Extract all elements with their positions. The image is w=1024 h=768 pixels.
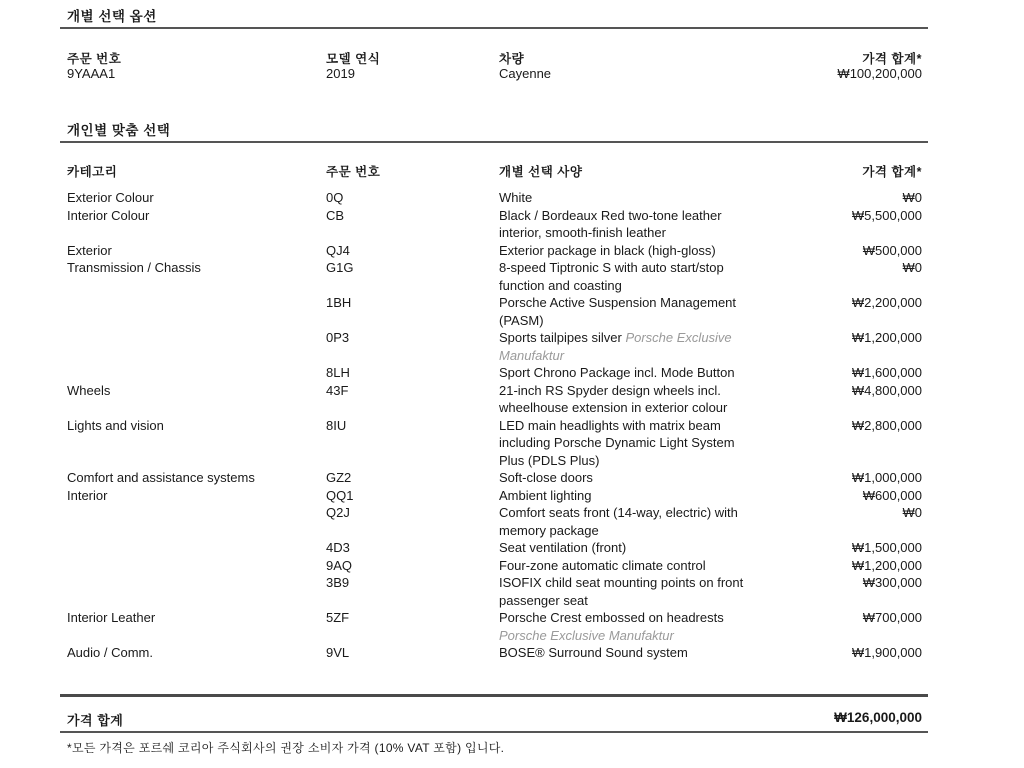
divider	[60, 731, 928, 733]
option-category: Audio / Comm.	[67, 645, 153, 660]
option-price: ₩600,000	[862, 487, 922, 503]
summary-vehicle: Cayenne	[499, 66, 552, 81]
option-category: Exterior	[67, 242, 112, 258]
option-price: ₩2,800,000	[851, 417, 922, 433]
option-description-text: Sports tailpipes silver	[499, 330, 622, 345]
option-category: Transmission / Chassis	[67, 260, 201, 275]
divider	[60, 694, 928, 697]
option-description-line-wrap	[499, 609, 799, 627]
summary-model-year: 2019	[326, 66, 355, 81]
option-description	[499, 574, 799, 609]
option-price: ₩4,800,000	[851, 382, 922, 398]
option-price: ₩0	[902, 505, 922, 520]
option-description-line: Exterior package in black (high-gloss)	[499, 242, 716, 258]
summary-total-price: ₩100,200,000	[837, 66, 922, 81]
option-description-line: memory package	[499, 522, 599, 538]
option-description-line-wrap	[499, 329, 779, 364]
option-description-text: Porsche Crest embossed on headrests	[499, 610, 724, 625]
option-description	[499, 539, 799, 557]
option-description-line: 21-inch RS Spyder design wheels incl.	[499, 382, 721, 398]
option-description-line: 8-speed Tiptronic S with auto start/stop	[499, 260, 724, 275]
option-description-line: Sport Chrono Package incl. Mode Button	[499, 365, 735, 380]
option-description	[499, 207, 799, 242]
option-description-line: Soft-close doors	[499, 470, 593, 485]
option-description	[499, 242, 799, 260]
option-code: 4D3	[326, 540, 350, 555]
option-code: CB	[326, 207, 345, 223]
table-header-option: 개별 선택 사양	[499, 165, 583, 179]
option-description	[499, 259, 799, 294]
option-description	[499, 557, 799, 575]
option-code: 3B9	[326, 575, 350, 590]
option-price: ₩500,000	[862, 242, 922, 258]
option-description	[499, 487, 799, 505]
option-price: ₩300,000	[862, 575, 922, 590]
option-description-line: ISOFIX child seat mounting points on front	[499, 575, 744, 590]
option-price: ₩1,900,000	[851, 645, 922, 660]
footnote: *모든 가격은 포르쉐 코리아 주식회사의 권장 소비자 가격 (10% VAT 포함) 입니다.	[67, 741, 505, 755]
option-description-line: wheelhouse extension in exterior colour	[499, 400, 728, 415]
summary-header-order-number: 주문 번호	[67, 52, 122, 66]
option-category: Interior Colour	[67, 207, 150, 223]
total-value: ₩126,000,000	[834, 710, 922, 725]
option-description-line: LED main headlights with matrix beam	[499, 417, 721, 433]
option-note: Porsche Exclusive Manufaktur	[499, 330, 732, 363]
option-price: ₩1,500,000	[851, 540, 922, 555]
option-category: Comfort and assistance systems	[67, 470, 255, 485]
option-code: 5ZF	[326, 610, 350, 625]
section-title-personal-selection: 개인별 맞춤 선택	[67, 123, 171, 138]
option-description-line: interior, smooth-finish leather	[499, 225, 666, 240]
option-description-line: function and coasting	[499, 277, 622, 293]
option-description	[499, 364, 799, 382]
table-header-category: 카테고리	[67, 165, 118, 179]
option-description	[499, 609, 799, 644]
option-code: G1G	[326, 260, 354, 275]
option-description	[499, 504, 799, 539]
option-code: 0P3	[326, 330, 350, 345]
option-category: Lights and vision	[67, 417, 164, 433]
option-price: ₩5,500,000	[851, 207, 922, 223]
option-price: ₩700,000	[862, 610, 922, 625]
option-description	[499, 644, 799, 662]
option-price: ₩1,200,000	[851, 330, 922, 345]
option-code: 0Q	[326, 190, 344, 205]
option-description	[499, 417, 799, 470]
option-price: ₩2,200,000	[851, 295, 922, 310]
option-category: Wheels	[67, 382, 111, 398]
divider	[60, 27, 928, 29]
option-category: Interior Leather	[67, 610, 156, 625]
option-code: 1BH	[326, 295, 352, 310]
option-description	[499, 189, 799, 207]
option-code: 8IU	[326, 417, 347, 433]
option-price: ₩0	[902, 190, 922, 205]
option-price: ₩1,600,000	[851, 365, 922, 380]
option-code: 9VL	[326, 645, 350, 660]
summary-header-total-price: 가격 합계*	[862, 52, 922, 66]
option-price: ₩0	[902, 260, 922, 275]
option-description-line: White	[499, 190, 533, 205]
option-code: QQ1	[326, 487, 354, 503]
summary-header-model-year: 모델 연식	[326, 52, 381, 66]
option-description-line: including Porsche Dynamic Light System	[499, 435, 735, 450]
option-description-line: Black / Bordeaux Red two-tone leather	[499, 207, 722, 223]
option-description-line: passenger seat	[499, 592, 588, 608]
option-category: Exterior Colour	[67, 190, 154, 205]
option-description	[499, 329, 799, 364]
option-description	[499, 469, 799, 487]
option-description-line: Porsche Active Suspension Management	[499, 295, 737, 310]
option-description	[499, 294, 799, 329]
option-description-line: Ambient lighting	[499, 487, 592, 503]
option-note: Porsche Exclusive Manufaktur	[499, 627, 674, 643]
option-description-line: Comfort seats front (14-way, electric) with	[499, 505, 738, 520]
table-header-price: 가격 합계*	[862, 165, 922, 179]
option-code: 9AQ	[326, 557, 353, 573]
table-header-order-number: 주문 번호	[326, 165, 381, 179]
option-code: 8LH	[326, 365, 350, 380]
summary-header-vehicle: 차량	[499, 52, 525, 66]
option-description	[499, 382, 799, 417]
option-category: Interior	[67, 487, 108, 503]
option-code: Q2J	[326, 505, 350, 520]
option-description-line: BOSE® Surround Sound system	[499, 645, 688, 660]
option-description-line: Seat ventilation (front)	[499, 540, 627, 555]
summary-order-number: 9YAAA1	[67, 66, 116, 81]
divider	[60, 141, 928, 143]
option-code: GZ2	[326, 470, 352, 485]
section-title-individual-options: 개별 선택 옵션	[67, 9, 157, 24]
option-code: QJ4	[326, 242, 350, 258]
option-description-line: (PASM)	[499, 312, 544, 328]
option-description-line: Plus (PDLS Plus)	[499, 452, 600, 468]
option-code: 43F	[326, 382, 349, 398]
option-price: ₩1,000,000	[851, 470, 922, 485]
option-price: ₩1,200,000	[851, 557, 922, 573]
option-description-line: Four-zone automatic climate control	[499, 557, 706, 573]
total-label: 가격 합계	[67, 713, 124, 728]
